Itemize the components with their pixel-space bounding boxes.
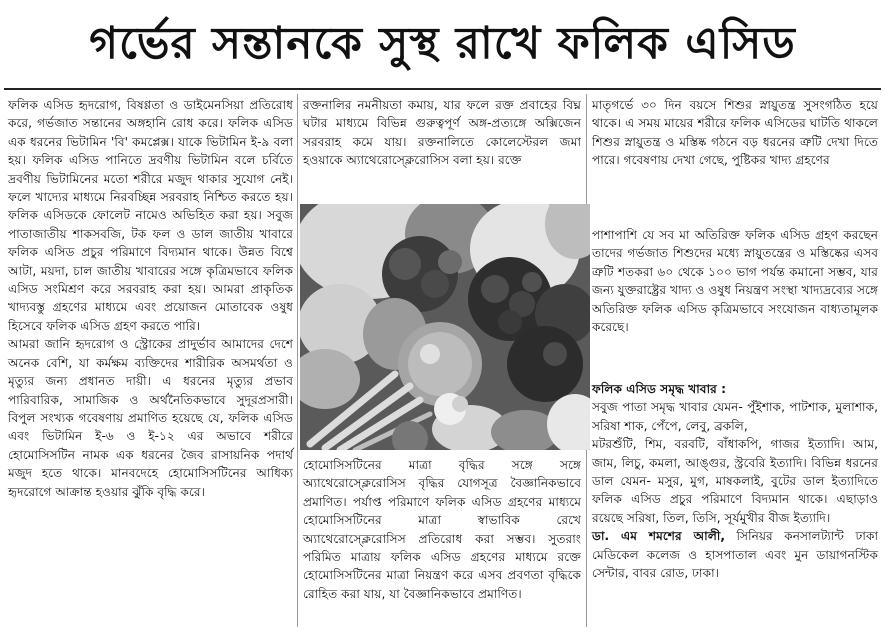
author-name: ডা. এম শমশের আলী, <box>592 529 726 544</box>
foods-section <box>592 380 878 582</box>
paragraph: হোমোসিসটিনের মাত্রা বৃদ্ধির সঙ্গে সঙ্গে অ্যাথেরোস্ক্লেরোসিস বৃদ্ধির যোগসূত্র বৈজ্ঞানিকভাবে প্রমাণিত। পর্যাপ্ত পরিমাণে ফলিক এসিড গ্রহণের মাধ্যমে হোমোসিসটিনের মাত্রা স্বাভাবিক রেখে অ্যাথেরোস্ক্লেরোসিস প্রতিরোধ করা সম্ভব। সুতরাং পরিমিত মাত্রায় ফলিক এসিড গ্রহণের মাধ্যমে রক্তে হোমোসিসটিনের মাত্রা নিয়ন্ত্রণ করে এসব প্রবণতা বৃদ্ধিকে রোহিত করা যায়, যা বৈজ্ঞানিকভাবে প্রমাণিত। <box>303 458 581 601</box>
article-column-2-bottom <box>303 456 581 603</box>
author-credit <box>592 527 878 582</box>
column-divider <box>297 94 298 627</box>
paragraph: সবুজ পাতা সমৃদ্ধ খাবার যেমন- পুঁইশাক, পাটশাক, মুলাশাক, সরিষা শাক, পেঁপে, লেবু, ব্রকলি, <box>592 400 878 433</box>
article-column-2-top <box>303 96 581 170</box>
headline-rule <box>4 88 881 90</box>
paragraph: পাশাপাশি যে সব মা অতিরিক্ত ফলিক এসিড গ্রহণ করছেন তাদের গর্ভজাত শিশুদের মধ্যে স্নায়ুতন্ত্রের ও মস্তিষ্কের এসব ত্রুটি শতকরা ৬০ থেকে ১০০ ভাগ পর্যন্ত কমানো সম্ভব, যার জন্য যুক্তরাষ্ট্রের খাদ্য ও ওষুধ নিয়ন্ত্রণ সংস্থা খাদ্যদ্রব্যের সঙ্গে অতিরিক্ত ফলিক এসিড কৃত্রিমভাবে সংযোজন বাধ্যতামূলক করেছে। <box>592 228 878 335</box>
paragraph: রক্তনালির নমনীয়তা কমায়, যার ফলে রক্ত প্রবাহের বিঘ্ন ঘটার মাধ্যমে বিভিন্ন গুরুত্বপূর্ণ অঙ্গ-প্রত্যঙ্গে অক্সিজেন সরবরাহ কমে যায়। রক্তনালিতে কোলেস্টেরল জমা হওয়াকে অ্যাথেরোস্ক্লেরোসিস বলা হয়। রক্তে <box>303 98 581 168</box>
foods-heading: ফলিক এসিড সমৃদ্ধ খাবার : <box>592 382 726 396</box>
headline: গর্ভের সন্তানকে সুস্থ রাখে ফলিক এসিড <box>89 18 796 69</box>
article-column-3-top <box>592 96 878 170</box>
vegetables-illustration <box>300 204 590 450</box>
vegetables-photo <box>300 204 590 450</box>
article-column-3-mid <box>592 226 878 336</box>
article-column-1 <box>8 96 293 501</box>
paragraph: মটরশুঁটি, শিম, বরবটি, বাঁধাকপি, গাজর ইত্যাদি। আম, জাম, লিচু, কমলা, আঙ্গুর, স্ট্রবেরি ইত্যাদি। বিভিন্ন ধরনের ডাল যেমন- মসুর, মুগ, মাষকলাই, বুটের ডাল ইত্যাদিতে ফলিক এসিড প্রচুর পরিমাণে বিদ্যমান থাকে। এছাড়াও রয়েছে সরিষা, তিল, তিসি, সূর্যমুখীর বীজ ইত্যাদি। <box>592 437 878 525</box>
paragraph: আমরা জানি হৃদরোগ ও স্ট্রোকের প্রাদুর্ভাব আমাদের দেশে অনেক বেশি, যা কর্মক্ষম ব্যক্তিদের শারীরিক অসমর্থতা ও মৃত্যুর জন্য প্রধানত দায়ী। এ ধরনের মৃত্যুর প্রভাব পারিবারিক, সামাজিক ও অর্থনৈতিকভাবে সুদূরপ্রসারী। বিপুল সংখ্যক গবেষণায় প্রমাণিত হয়েছে যে, ফলিক এসিড এবং ভিটামিন ই-৬ ও ই-১২ এর অভাবে শরীরে হোমোসিসটিন নামক এক ধরনের জৈব রাসায়নিক পদার্থ মজুদ হতে থাকে। মানবদেহে হোমোসিসটিনের আধিক্য হৃদরোগে আক্রান্ত হওয়ার ঝুঁকি বৃদ্ধি করে। <box>8 337 293 499</box>
author-details: সিনিয়র কনসালট্যান্ট ঢাকা মেডিকেল কলেজ ও হাসপাতাল এবং মুন ডায়াগনস্টিক সেন্টার, বাবর রোড, ঢাকা। <box>592 529 879 581</box>
paragraph: ফলিক এসিড হৃদরোগ, বিষণ্ণতা ও ডাইমেনসিয়া প্রতিরোধ করে, গর্ভজাত সন্তানের অঙ্গহানি রোধ করে। ফলিক এসিড এক ধরনের ভিটামিন 'বি' কমপ্লেক্স। যাকে ভিটামিন ই-৯ বলা হয়। ফলিক এসিড পানিতে দ্রবণীয় ভিটামিন বলে চর্বিতে দ্রবণীয় ভিটামিনের মতো শরীরে মজুদ থাকার সুযোগ নেই। ফলে খাদ্যের মাধ্যমে নিরবচ্ছিন্ন সরবরাহ নিশ্চিত করতে হয়। ফলিক এসিডকে ফোলেট নামেও অভিহিত করা হয়। সবুজ পাতাজাতীয় শাকসবজি, টক ফল ও ডাল জাতীয় খাবারে ফলিক এসিড প্রচুর পরিমাণে বিদ্যমান থাকে। উন্নত বিশ্বে আটা, ময়দা, চাল জাতীয় খাবারের সঙ্গে কৃত্রিমভাবে ফলিক এসিড সংমিশ্রণ করে সরবরাহ করা হয়। আমরা প্রাকৃতিক খাদ্যবস্তু গ্রহণের মাধ্যমে এবং প্রয়োজন মোতাবেক ওষুধ হিসেবে ফলিক এসিড গ্রহণ করতে পারি। <box>8 98 293 333</box>
paragraph: মাতৃগর্ভে ৩০ দিন বয়সে শিশুর স্নায়ুতন্ত্র সুসংগঠিত হয়ে থাকে। এ সময় মায়ের শরীরে ফলিক এসিডের ঘাটতি থাকলে শিশুর স্নায়ুতন্ত্র ও মস্তিষ্ক গঠনে বড় ধরনের ত্রুটি দেখা দিতে পারে। গবেষণায় দেখা গেছে, পুষ্টিকর খাদ্য গ্রহণের <box>592 98 878 168</box>
